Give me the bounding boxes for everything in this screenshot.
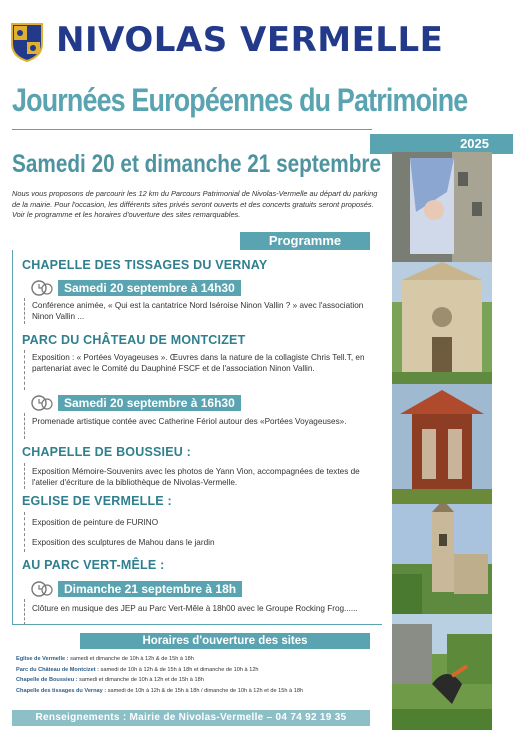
town-name: NIVOLAS VERMELLE <box>56 20 444 60</box>
church-photo <box>392 504 492 614</box>
hours-times: samedi de 10h à 12h & de 15h à 18h / dimanche de 10h à 12h et de 15h à 18h <box>106 687 304 694</box>
hours-row <box>16 654 376 665</box>
hours-site: Eglise de Vermelle : <box>16 656 69 662</box>
hours-site: Parc du Château de Montcizet : <box>16 666 99 673</box>
section-title-vernay: CHAPELLE DES TISSAGES DU VERNAY <box>22 258 268 272</box>
hours-list <box>16 654 376 696</box>
section-text-vernay: Conférence animée, « Qui est la cantatrice Nord Iséroise Ninon Vallin ? » avec l'association Ninon Vallin ... <box>32 301 364 321</box>
title-divider <box>12 129 372 130</box>
section-title-montcizet: PARC DU CHÂTEAU DE MONTCIZET <box>22 333 246 347</box>
date-badge-s2: Samedi 20 septembre à 16h30 <box>58 395 241 411</box>
hours-row <box>16 686 376 697</box>
section-text-boussieu: Exposition Mémoire-Souvenirs avec les photos de Yann Vion, accompagnées de textes de l'atelier d'écriture de la bibliothèque de Nivolas-Vermelle. <box>32 467 360 487</box>
hours-times: samedi et dimanche de 10h à 12h & de 15h à 18h <box>68 656 194 662</box>
contact-bar: Renseignements : Mairie de Nivolas-Vermelle – 04 74 92 19 35 <box>12 710 370 726</box>
clock-icon <box>30 393 54 411</box>
hours-times: samedi de 10h à 12h & de 15h à 18h et dimanche de 10h à 12h <box>99 666 259 673</box>
section-title-boussieu: CHAPELLE DE BOUSSIEU : <box>22 445 191 459</box>
section-text-vert-mele: Clôture en musique des JEP au Parc Vert-Mêle à 18h00 avec le Groupe Rocking Frog...... <box>32 604 358 613</box>
event-dates: Samedi 20 et dimanche 21 septembre <box>12 150 382 178</box>
section-rule <box>24 350 26 390</box>
clock-icon <box>30 278 54 296</box>
section-rule <box>24 298 26 324</box>
hours-times: samedi et dimanche de 10h à 12h et de 15h à 18h <box>77 677 204 683</box>
program-heading: Programme <box>240 232 370 250</box>
section-rule <box>24 512 26 552</box>
year-badge: 2025 <box>370 134 513 154</box>
garden-sculpture-photo <box>392 614 492 730</box>
hours-row <box>16 665 376 676</box>
section-text-vermelle-2: Exposition des sculptures de Mahou dans le jardin <box>32 538 215 547</box>
clock-icon <box>30 579 54 597</box>
hours-site: Chapelle de Boussieu : <box>16 677 78 683</box>
section-rule <box>24 463 26 489</box>
event-title: Journées Européennes du Patrimoine <box>12 82 468 118</box>
date-badge-s1: Samedi 20 septembre à 14h30 <box>58 280 241 296</box>
banner-photo <box>392 152 492 262</box>
section-title-vert-mele: AU PARC VERT-MÊLE : <box>22 558 165 572</box>
section-title-vermelle: EGLISE DE VERMELLE : <box>22 494 172 508</box>
intro-text: Nous vous proposons de parcourir les 12 km du Parcours Patrimonial de Nivolas-Vermelle au départ du parking de la mairie. Pour l'occasion, les différents sites privés seront ouverts et des concerts gratuits seront proposés. Voir le programme et les horaires d'ouverture des sites remarquables. <box>12 189 378 219</box>
town-crest-icon <box>10 22 44 62</box>
kiosk-photo <box>392 384 492 504</box>
hours-heading: Horaires d'ouverture des sites <box>80 633 370 649</box>
section-rule <box>24 599 26 625</box>
section-text-montcizet-2: Promenade artistique contée avec Catherine Fériol autour des «Portées Voyageuses». <box>32 417 347 426</box>
section-text-montcizet-1: Exposition : « Portées Voyageuses ». Œuvres dans la nature de la collagiste Chris Tell.T, en partenariat avec le Comité du Dauphiné FSCF et de l'association Ninon Vallin. <box>32 353 365 373</box>
section-rule <box>24 413 26 439</box>
photo-column <box>392 152 492 730</box>
chapel-facade-photo <box>392 262 492 384</box>
section-text-vermelle-1: Exposition de peinture de FURINO <box>32 518 159 527</box>
hours-row <box>16 675 376 686</box>
hours-site: Chapelle des tissages du Vernay : <box>16 687 107 694</box>
date-badge-s5: Dimanche 21 septembre à 18h <box>58 581 242 597</box>
